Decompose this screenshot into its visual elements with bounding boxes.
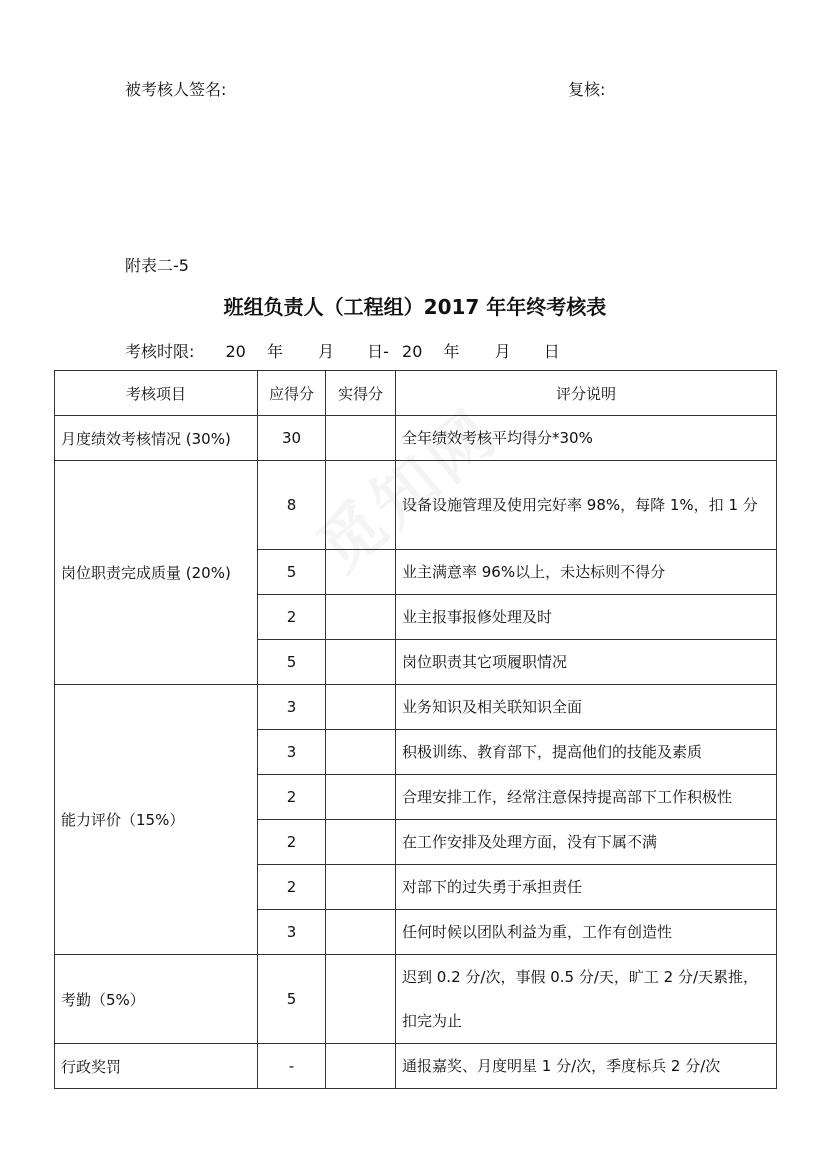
points-cell: 3 bbox=[258, 910, 326, 955]
item-cell: 岗位职责完成质量 (20%) bbox=[55, 461, 258, 685]
period-end-month-unit: 月 bbox=[494, 342, 511, 361]
desc-cell: 合理安排工作，经常注意保持提高部下工作积极性 bbox=[396, 775, 777, 820]
points-cell: 3 bbox=[258, 685, 326, 730]
actual-score-cell[interactable] bbox=[326, 550, 396, 595]
points-cell: 5 bbox=[258, 955, 326, 1044]
table-row bbox=[55, 685, 777, 730]
reviewer-signature-label: 复核: bbox=[568, 80, 606, 99]
points-cell: 3 bbox=[258, 730, 326, 775]
header-item: 考核项目 bbox=[55, 371, 258, 416]
points-cell: 2 bbox=[258, 865, 326, 910]
actual-score-cell[interactable] bbox=[326, 685, 396, 730]
desc-cell: 迟到 0.2 分/次，事假 0.5 分/天，旷工 2 分/天累推，扣完为止 bbox=[396, 955, 777, 1044]
actual-score-cell[interactable] bbox=[326, 865, 396, 910]
points-cell: 2 bbox=[258, 775, 326, 820]
table-row bbox=[55, 416, 777, 461]
item-cell: 能力评价（15%） bbox=[55, 685, 258, 955]
period-start-day-unit: 日- bbox=[367, 342, 389, 361]
table-row bbox=[55, 955, 777, 1044]
period-label: 考核时限: bbox=[125, 342, 195, 361]
item-cell: 行政奖罚 bbox=[55, 1044, 258, 1089]
actual-score-cell[interactable] bbox=[326, 910, 396, 955]
desc-cell: 业主满意率 96%以上，未达标则不得分 bbox=[396, 550, 777, 595]
period-start-year: 20 bbox=[225, 342, 246, 361]
desc-cell: 对部下的过失勇于承担责任 bbox=[396, 865, 777, 910]
page-title: 班组负责人（工程组）2017 年年终考核表 bbox=[223, 295, 607, 319]
examinee-signature-label: 被考核人签名: bbox=[125, 80, 227, 99]
points-cell: 5 bbox=[258, 640, 326, 685]
points-cell: 2 bbox=[258, 595, 326, 640]
points-cell: 30 bbox=[258, 416, 326, 461]
period-start-year-unit: 年 bbox=[266, 342, 283, 361]
appendix-label: 附表二-5 bbox=[125, 256, 189, 275]
header-points: 应得分 bbox=[258, 371, 326, 416]
desc-cell: 设备设施管理及使用完好率 98%，每降 1%，扣 1 分 bbox=[396, 461, 777, 550]
table-header-row bbox=[55, 371, 777, 416]
assessment-table bbox=[54, 370, 777, 1089]
desc-cell: 全年绩效考核平均得分*30% bbox=[396, 416, 777, 461]
item-cell: 考勤（5%） bbox=[55, 955, 258, 1044]
desc-cell: 积极训练、教育部下，提高他们的技能及素质 bbox=[396, 730, 777, 775]
actual-score-cell[interactable] bbox=[326, 461, 396, 550]
desc-cell: 业务知识及相关联知识全面 bbox=[396, 685, 777, 730]
period-end-year: 20 bbox=[402, 342, 423, 361]
actual-score-cell[interactable] bbox=[326, 595, 396, 640]
period-end-day-unit: 日 bbox=[543, 342, 560, 361]
actual-score-cell[interactable] bbox=[326, 820, 396, 865]
actual-score-cell[interactable] bbox=[326, 1044, 396, 1089]
desc-cell: 通报嘉奖、月度明星 1 分/次，季度标兵 2 分/次 bbox=[396, 1044, 777, 1089]
actual-score-cell[interactable] bbox=[326, 775, 396, 820]
points-cell: - bbox=[258, 1044, 326, 1089]
desc-cell: 任何时候以团队利益为重，工作有创造性 bbox=[396, 910, 777, 955]
actual-score-cell[interactable] bbox=[326, 416, 396, 461]
actual-score-cell[interactable] bbox=[326, 955, 396, 1044]
desc-cell: 业主报事报修处理及时 bbox=[396, 595, 777, 640]
table-row bbox=[55, 461, 777, 550]
desc-cell: 在工作安排及处理方面，没有下属不满 bbox=[396, 820, 777, 865]
table-row bbox=[55, 1044, 777, 1089]
actual-score-cell[interactable] bbox=[326, 730, 396, 775]
desc-cell: 岗位职责其它项履职情况 bbox=[396, 640, 777, 685]
header-actual: 实得分 bbox=[326, 371, 396, 416]
points-cell: 2 bbox=[258, 820, 326, 865]
actual-score-cell[interactable] bbox=[326, 640, 396, 685]
assessment-period bbox=[125, 339, 560, 362]
points-cell: 5 bbox=[258, 550, 326, 595]
points-cell: 8 bbox=[258, 461, 326, 550]
period-start-month-unit: 月 bbox=[318, 342, 335, 361]
header-desc: 评分说明 bbox=[396, 371, 777, 416]
item-cell: 月度绩效考核情况 (30%) bbox=[55, 416, 258, 461]
period-end-year-unit: 年 bbox=[443, 342, 460, 361]
